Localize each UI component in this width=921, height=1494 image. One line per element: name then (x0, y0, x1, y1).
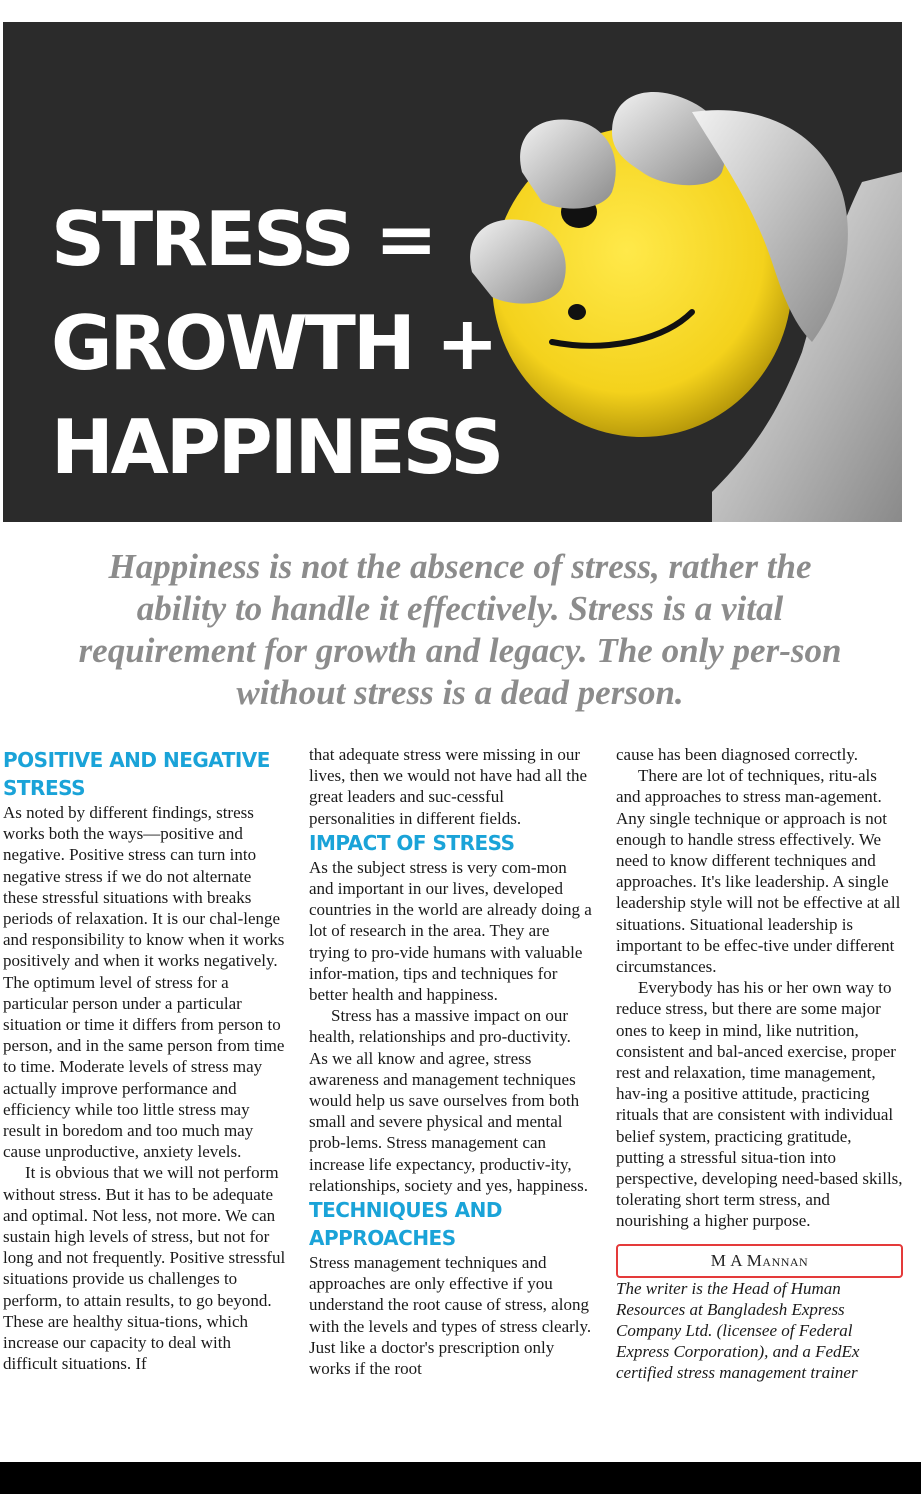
author-bio: The writer is the Head of Human Resources at Bangladesh Express Company Ltd. (licensee of Federal Express Corporation), and a FedEx certified stress management trainer (616, 1278, 860, 1383)
subheading-positive-negative-stress: POSITIVE AND NEGATIVE STRESS (3, 748, 270, 800)
paragraph: Stress management techniques and approaches are only effective if you understand the root cause of stress, along with the levels and types of stress clearly. Just like a doctor's prescription only works if the root (309, 1253, 592, 1379)
paragraph: As noted by different findings, stress works both the ways—positive and negative. Positive stress can turn into negative stress if we do not alternate these stressful situations with breaks periods of relaxation. It is our chal-lenge and responsibility to know when it works positively and when it works negatively. The optimum level of stress for a particular person under a particular situation or time it differs from person to person, and in the same person from time to time. Moderate levels of stress may actually improve performance and efficiency while too little stress may result in boredom and too much may cause unproductive, anxiety levels. (3, 803, 285, 1162)
article-column-3 (616, 744, 903, 1384)
stress-ball-hand-image (462, 22, 902, 522)
author-byline: M A Mannan (616, 1244, 903, 1278)
headline-line-3: HAPPINESS (51, 403, 502, 491)
subheading-techniques-and-approaches: TECHNIQUES AND APPROACHES (309, 1198, 502, 1251)
paragraph: Everybody has his or her own way to reduce stress, but there are some major ones to keep in mind, like nutrition, consistent and bal-anced exercise, proper rest and relaxation, time management, hav-ing a positive attitude, practicing rituals that are consistent with individual belief system, practicing gratitude, putting a stressful situa-tion into perspective, developing need-based skills, tolerating short term stress, and nourishing a higher purpose. (616, 978, 903, 1231)
paragraph: that adequate stress were missing in our lives, then we would not have had all the great leaders and suc-cessful personalities in different fields. (309, 745, 588, 828)
headline (51, 187, 501, 499)
paragraph: As the subject stress is very com-mon and important in our lives, developed countries in the world are already doing a lot of research in the area. They are trying to pro-vide humans with valuable infor-mation, tips and techniques for better health and happiness. (309, 857, 592, 1005)
paragraph: There are lot of techniques, ritu-als and approaches to stress man-agement. Any single technique or approach is not enough to handle stress effectively. We need to know different techniques and approaches. It's like leadership. A single leadership style will not be effective at all situations. Situational leadership is important to be effec-tive under different circumstances. (616, 766, 901, 977)
paragraph: cause has been diagnosed correctly. (616, 745, 858, 764)
paragraph: It is obvious that we will not perform without stress. But it has to be adequate and optimal. Not less, not more. We can sustain high levels of stress, but not for long and not frequently. Positive stressful situations provide us challenges to perform, to attain results, to go beyond. These are healthy situa-tions, which increase our capacity to deal with difficult situations. If (3, 1163, 286, 1374)
headline-line-2: GROWTH + (51, 299, 496, 387)
page-bottom-bar (0, 1462, 921, 1494)
subheading-impact-of-stress: IMPACT OF STRESS (309, 830, 515, 855)
paragraph: Stress has a massive impact on our health, relationships and pro-ductivity. As we all know and agree, stress awareness and management techniques would help us save ourselves from both small and severe physical and mental prob-lems. Stress management can increase life expectancy, productiv-ity, relationships, society and yes, happiness. (309, 1006, 589, 1195)
page-top-margin (0, 0, 921, 22)
hero-banner (3, 22, 902, 522)
article-column-1 (3, 744, 288, 1374)
pull-quote: Happiness is not the absence of stress, rather the ability to handle it effectively. Stress is a vital requirement for growth and legacy. The only per-son without stress is a dead person. (78, 547, 842, 712)
article-column-2 (309, 744, 592, 1379)
headline-line-1: STRESS = (51, 195, 435, 283)
